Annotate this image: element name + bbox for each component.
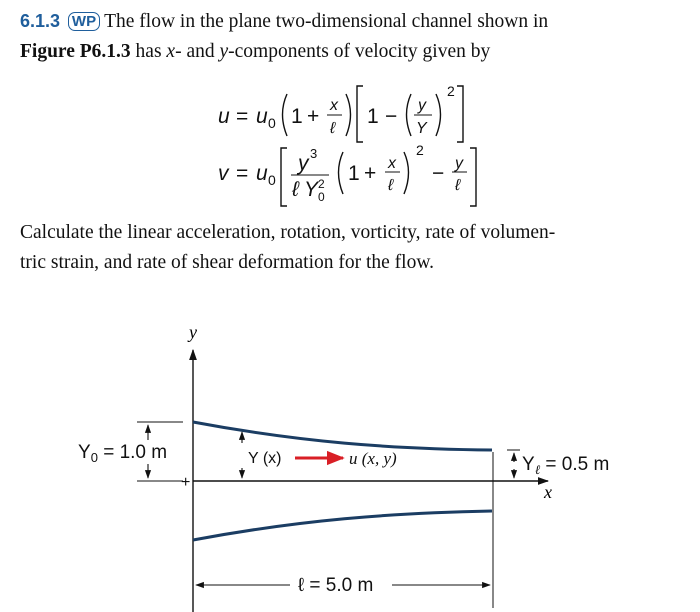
y-variable: y (219, 41, 229, 62)
y-axis-label: y (189, 322, 197, 342)
frac-y3: y (298, 152, 309, 175)
u-lhs: u (218, 105, 230, 128)
bracket-left (281, 148, 287, 206)
y0-label: $Y_0 = 1.0$ m (78, 442, 168, 465)
v-lhs: v (218, 162, 229, 185)
equals-sign: = (236, 105, 249, 128)
Y0-exponent: 2 (318, 177, 325, 191)
channel-figure (0, 312, 700, 612)
plus-sign: + (364, 162, 377, 185)
prompt-line-1: Calculate the linear acceleration, rotation, vorticity, rate of volumen- (20, 222, 556, 243)
problem-text: - and (175, 41, 215, 62)
one: 1 (291, 105, 303, 128)
yx-label: Y (x) (248, 450, 282, 467)
paren-right (404, 152, 409, 194)
x-variable: x (166, 41, 176, 62)
one: 1 (367, 105, 379, 128)
exponent-2: 2 (447, 83, 455, 99)
minus-sign: − (432, 162, 445, 185)
paren-right (346, 94, 351, 136)
u0-symbol: u (256, 162, 268, 185)
yl-label: $Y_\ell = 0.5$ m (522, 454, 610, 477)
figure-reference: Figure P6.1.3 (20, 41, 131, 62)
problem-text: has (135, 41, 162, 62)
bracket-right (457, 86, 463, 142)
u0-subscript: 0 (268, 115, 276, 131)
plus-sign: + (307, 105, 320, 128)
bracket-right (470, 148, 476, 206)
problem-statement (20, 6, 690, 67)
paren-left (283, 94, 288, 136)
length-label: ℓ = 5.0 m (298, 575, 374, 596)
frac-ell: ℓ (330, 120, 336, 137)
u0-symbol: u (256, 105, 268, 128)
velocity-equations (0, 72, 700, 212)
lower-channel-wall (193, 511, 492, 540)
question-prompt (20, 218, 690, 278)
upper-channel-wall (193, 422, 492, 450)
minus-sign: − (385, 105, 398, 128)
Y0-subscript: 0 (318, 190, 325, 204)
origin-plus: + (181, 474, 191, 491)
paren-left (407, 94, 412, 136)
equals-sign: = (236, 162, 249, 185)
problem-line-2 (20, 37, 690, 67)
exponent-3: 3 (310, 146, 318, 161)
prompt-line-2: tric strain, and rate of shear deformation for the flow. (20, 252, 435, 273)
problem-line-1 (20, 6, 690, 37)
frac-x: x (388, 155, 396, 172)
frac-ell: ℓ (292, 178, 299, 201)
frac-Y: Y (416, 120, 427, 137)
frac-y: y (455, 155, 463, 172)
u0-subscript: 0 (268, 172, 276, 188)
x-axis-label: x (544, 482, 552, 502)
frac-x: x (330, 97, 338, 114)
bracket-left (357, 86, 363, 142)
wp-badge[interactable]: WP (68, 12, 100, 31)
paren-right (436, 94, 441, 136)
frac-ell: ℓ (455, 177, 461, 194)
paren-left (339, 152, 344, 194)
exponent-2: 2 (416, 142, 424, 158)
problem-text: -components of velocity given by (228, 41, 491, 62)
frac-ell: ℓ (388, 177, 394, 194)
velocity-label: u (x, y) (349, 449, 397, 468)
frac-y: y (418, 97, 426, 114)
problem-intro: The flow in the plane two-dimensional channel shown in (104, 11, 549, 32)
problem-number: 6.1.3 (20, 11, 61, 31)
one: 1 (348, 162, 360, 185)
frac-Y0: Y (304, 178, 319, 201)
